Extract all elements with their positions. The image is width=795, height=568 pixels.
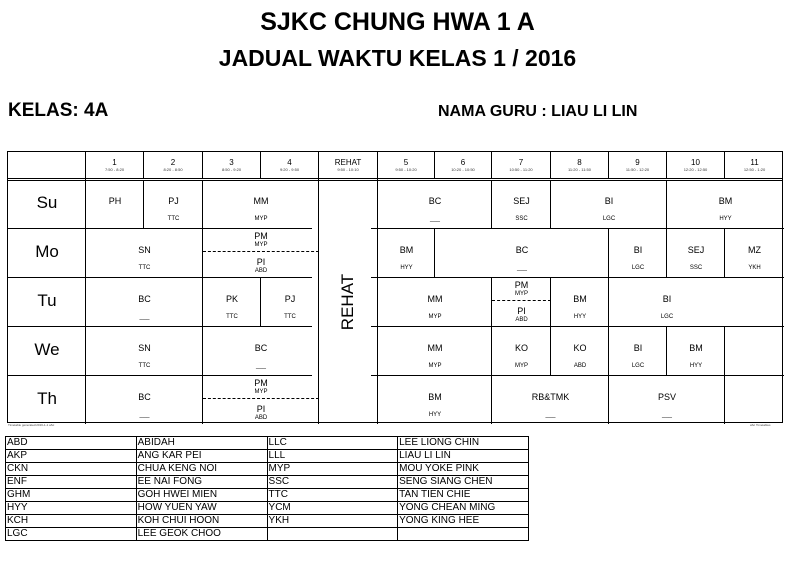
lesson-cell: BC ___: [428, 196, 442, 222]
lesson-cell: PH: [108, 196, 122, 206]
legend-row: [6, 515, 529, 528]
legend-row: [6, 502, 529, 515]
lesson-cell: PJ TTC: [167, 196, 180, 222]
teacher-name: LEE GEOK CHOO: [136, 528, 267, 541]
teacher-code: ENF: [6, 476, 137, 489]
split-lesson-cell: PM MYP PI ABD: [492, 277, 551, 326]
rehat-vertical-label: REHAT: [338, 273, 357, 331]
footer-software: aSc Timetables: [750, 423, 771, 427]
legend-row: [6, 463, 529, 476]
lesson-cell: BC ___: [138, 392, 151, 418]
period-header: 8 11:20 - 11:50: [551, 152, 609, 178]
lesson-cell: BI LGC: [631, 245, 645, 271]
lesson-cell: PSV ___: [657, 392, 676, 418]
period-header: 7 10:50 - 11:20: [492, 152, 551, 178]
footer-generated: Timetable generated:2016-1-1 aSc: [8, 423, 55, 427]
lesson-cell: SN TTC: [138, 343, 151, 369]
lesson-cell: BI LGC: [602, 196, 616, 222]
teacher-code: LGC: [6, 528, 137, 541]
legend-row: [6, 528, 529, 541]
split-divider: [492, 300, 551, 301]
split-divider: [203, 251, 319, 252]
teacher-code: MYP: [267, 463, 398, 476]
period-header: 6 10:20 - 10:50: [435, 152, 492, 178]
split-divider: [203, 398, 319, 399]
school-title: SJKC CHUNG HWA 1 A: [260, 8, 535, 36]
period-header: 4 9:20 - 9:50: [261, 152, 319, 178]
teacher-name: KOH CHUI HOON: [136, 515, 267, 528]
teacher-code: AKP: [6, 450, 137, 463]
day-label: Th: [37, 389, 57, 408]
period-header: 9 11:50 - 12:20: [609, 152, 667, 178]
lesson-cell: BI LGC: [660, 294, 674, 320]
teacher-name: TAN TIEN CHIE: [398, 489, 529, 502]
lesson-cell: BM HYY: [689, 343, 703, 369]
teacher-name: ANG KAR PEI: [136, 450, 267, 463]
lesson-cell: SEJ SSC: [687, 245, 705, 271]
teacher-name: LIAU LI LIN: [398, 450, 529, 463]
lesson-cell: BI LGC: [631, 343, 645, 369]
legend-row: [6, 437, 529, 450]
timetable-title: JADUAL WAKTU KELAS 1 / 2016: [218, 45, 577, 71]
period-header: 2 8:20 - 8:50: [144, 152, 203, 178]
split-lesson-cell: PM MYP PI ABD: [203, 375, 319, 424]
teacher-name: CHUA KENG NOI: [136, 463, 267, 476]
legend-row: [6, 476, 529, 489]
day-label: Su: [36, 193, 58, 212]
teacher-name: YONG KING HEE: [398, 515, 529, 528]
teacher-name: ABIDAH: [136, 437, 267, 450]
lesson-cell: BC ___: [138, 294, 151, 320]
lesson-cell: BC ___: [515, 245, 529, 271]
teacher-name: GOH HWEI MIEN: [136, 489, 267, 502]
teacher-code: SSC: [267, 476, 398, 489]
day-label: Mo: [35, 242, 59, 261]
header-divider: [8, 178, 782, 179]
period-header-rehat: REHAT 9:50 - 10:10: [319, 152, 378, 178]
day-label: Tu: [37, 291, 57, 310]
lesson-cell: RB&TMK ___: [531, 392, 570, 418]
teacher-label: NAMA GURU : LIAU LI LIN: [438, 103, 638, 120]
header-corner: [8, 152, 86, 178]
teacher-code: CKN: [6, 463, 137, 476]
lesson-cell: MM MYP: [427, 294, 443, 320]
period-header: 1 7:50 - 8:20: [86, 152, 144, 178]
teacher-name: YONG CHEAN MING: [398, 502, 529, 515]
lesson-cell: SN TTC: [138, 245, 151, 271]
lesson-cell: MM MYP: [427, 343, 443, 369]
class-label: KELAS: 4A: [8, 100, 109, 121]
teacher-code: YKH: [267, 515, 398, 528]
lesson-cell: KO ABD: [573, 343, 587, 369]
legend-row: [6, 450, 529, 463]
lesson-cell: BM HYY: [718, 196, 733, 222]
lesson-cell: KO MYP: [514, 343, 528, 369]
teacher-legend-table: [5, 436, 529, 541]
lesson-cell: BM HYY: [399, 245, 414, 271]
period-header: 5 9:50 - 10:20: [378, 152, 435, 178]
teacher-code: KCH: [6, 515, 137, 528]
split-lesson-cell: PM MYP PI ABD: [203, 228, 319, 277]
period-header: 11 12:50 - 1:20: [743, 158, 766, 172]
teacher-name: EE NAI FONG: [136, 476, 267, 489]
timetable-grid: [7, 151, 783, 423]
teacher-name: MOU YOKE PINK: [398, 463, 529, 476]
teacher-code: YCM: [267, 502, 398, 515]
period-header: 10 12:20 - 12:50: [667, 152, 725, 178]
teacher-code: LLL: [267, 450, 398, 463]
lesson-cell: PK TTC: [225, 294, 238, 320]
lesson-cell: BC ___: [254, 343, 268, 369]
teacher-code: LLC: [267, 437, 398, 450]
lesson-cell: BM HYY: [428, 392, 442, 418]
lesson-cell: PJ TTC: [284, 294, 296, 320]
lesson-cell: BM HYY: [573, 294, 587, 320]
teacher-name: [398, 528, 529, 541]
teacher-name: LEE LIONG CHIN: [398, 437, 529, 450]
legend-row: [6, 489, 529, 502]
lesson-cell: MM MYP: [253, 196, 269, 222]
period-header: 3 8:50 - 9:20: [203, 152, 261, 178]
day-label: We: [34, 340, 60, 359]
teacher-code: GHM: [6, 489, 137, 502]
teacher-code: [267, 528, 398, 541]
lesson-cell: SEJ SSC: [513, 196, 530, 222]
teacher-code: HYY: [6, 502, 137, 515]
teacher-name: HOW YUEN YAW: [136, 502, 267, 515]
teacher-code: TTC: [267, 489, 398, 502]
teacher-code: ABD: [6, 437, 137, 450]
teacher-name: SENG SIANG CHEN: [398, 476, 529, 489]
lesson-cell: MZ YKH: [748, 245, 761, 271]
